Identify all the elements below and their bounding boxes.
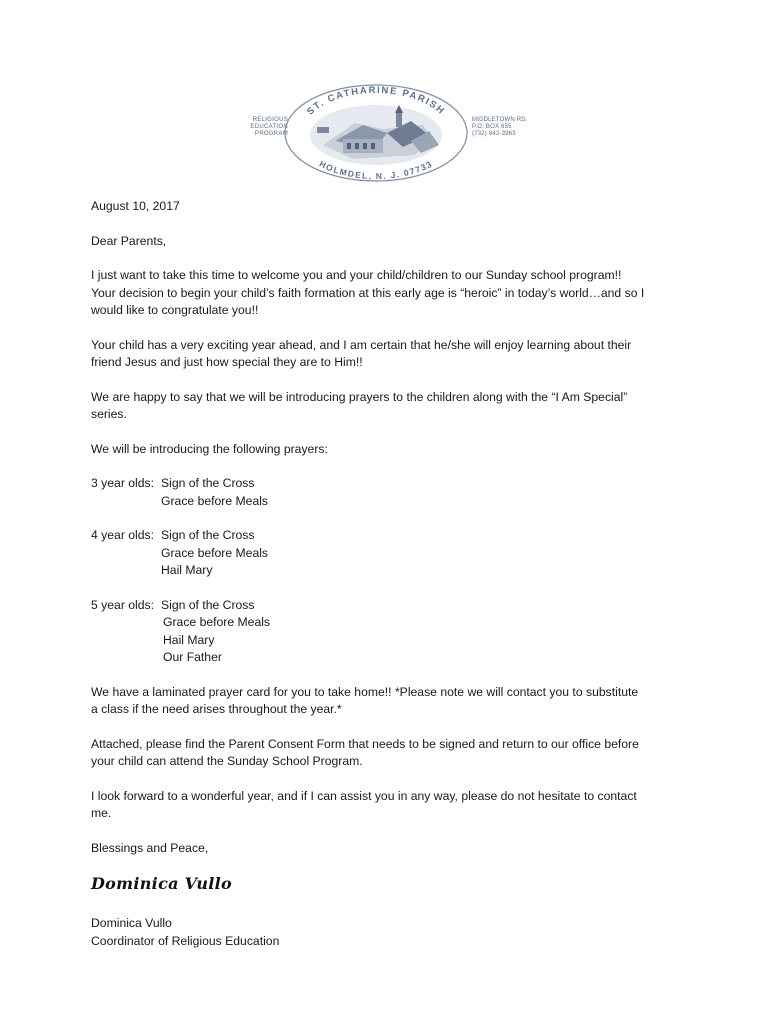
prayer-group-4yo — [91, 527, 691, 580]
letter-date: August 10, 2017 — [91, 199, 180, 213]
seal-bottom-text: HOLMDEL, N. J. 07733 — [317, 158, 435, 182]
paragraph-line: series. — [91, 407, 127, 421]
prayer-item: Grace before Meals — [161, 545, 269, 560]
paragraph-welcome — [91, 267, 691, 320]
closing: Blessings and Peace, — [91, 840, 209, 855]
paragraph-line: I look forward to a wonderful year, and if I can assist you in any way, please do not hesitate to contact — [91, 788, 637, 803]
paragraph-line: friend Jesus and just how special they are to Him!! — [91, 355, 363, 369]
letterhead-program-label — [232, 117, 288, 138]
paragraph-line: me. — [91, 806, 112, 820]
age-group-label: 5 year olds: — [91, 597, 155, 612]
prayer-group-3yo — [91, 475, 691, 510]
salutation: Dear Parents, — [91, 233, 167, 248]
letterhead-left-line: RELIGIOUS — [252, 117, 288, 123]
prayer-item: Sign of the Cross — [161, 476, 255, 490]
paragraph-consent-form — [91, 736, 691, 771]
parish-seal-logo — [283, 83, 469, 183]
paragraph-line: a class if the need arises throughout the year.* — [91, 702, 342, 716]
seal-top-text: ST. CATHARINE PARISH — [304, 84, 447, 118]
paragraph-line: Your decision to begin your child’s faith formation at this early age is “heroic” in today’s world…and so I — [91, 285, 645, 300]
paragraph-prayer-card — [91, 684, 691, 719]
paragraph-line: We have a laminated prayer card for you to take home!! *Please note we will contact you to substitute — [91, 684, 639, 699]
paragraph-line: I just want to take this time to welcome you and your child/children to our Sunday school program!! — [91, 268, 622, 282]
age-group-label: 4 year olds: — [91, 528, 155, 542]
letterhead-left-line: PROGRAM — [254, 131, 288, 137]
prayer-item: Grace before Meals — [161, 493, 269, 508]
sender-title: Coordinator of Religious Education — [91, 933, 280, 948]
paragraph-look-forward — [91, 788, 691, 823]
paragraph-line: Your child has a very exciting year ahead, and I am certain that he/she will enjoy learning about their — [91, 337, 632, 352]
sender-block — [91, 915, 691, 950]
letterhead-right-line: MIDDLETOWN RD. — [472, 117, 528, 123]
prayer-item: Our Father — [163, 650, 222, 664]
paragraph-prayers-series — [91, 389, 691, 424]
prayer-item: Hail Mary — [163, 632, 215, 647]
prayers-intro: We will be introducing the following prayers: — [91, 441, 328, 456]
handwritten-signature: Dominica Vullo — [91, 874, 232, 893]
prayer-item: Grace before Meals — [163, 615, 271, 629]
paragraph-line: We are happy to say that we will be introducing prayers to the children along with the “I Am Special” — [91, 389, 628, 404]
sender-name: Dominica Vullo — [91, 916, 172, 930]
age-group-label: 3 year olds: — [91, 476, 155, 490]
paragraph-line: would like to congratulate you!! — [91, 303, 259, 317]
letterhead-address — [472, 117, 552, 138]
paragraph-line: Attached, please find the Parent Consent Form that needs to be signed and return to our office before — [91, 736, 639, 751]
paragraph-exciting-year — [91, 337, 691, 372]
letterhead-right-line: (732) 842-3963 — [472, 131, 516, 137]
prayer-item: Hail Mary — [161, 563, 213, 577]
letter-body — [91, 198, 691, 857]
letterhead-left-line: EDUCATION — [250, 124, 288, 130]
prayer-group-5yo — [91, 597, 691, 667]
letterhead — [0, 0, 770, 190]
prayer-item: Sign of the Cross — [161, 597, 255, 612]
prayer-item: Sign of the Cross — [161, 528, 255, 542]
paragraph-line: your child can attend the Sunday School Program. — [91, 754, 363, 768]
letterhead-right-line: P.O. BOX 655 — [472, 124, 512, 130]
